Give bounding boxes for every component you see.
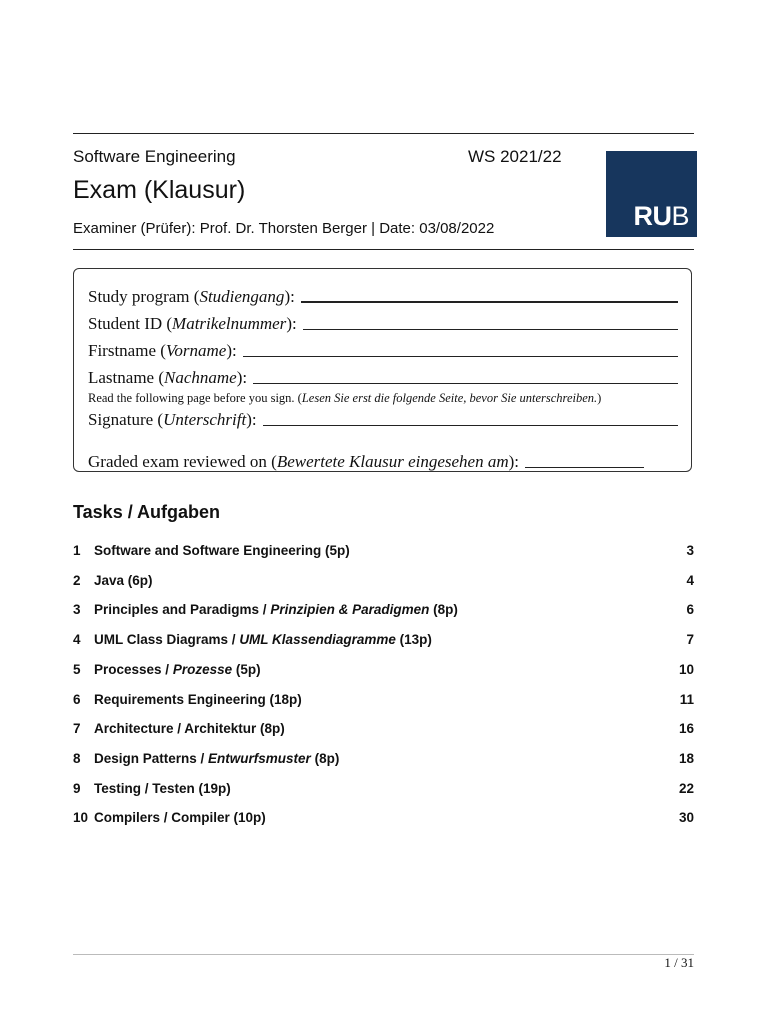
- student-id-line[interactable]: [303, 329, 678, 330]
- task-number: 5: [73, 662, 81, 677]
- rub-logo: [606, 151, 697, 237]
- page-number: 1 / 31: [664, 955, 694, 970]
- task-page: 11: [679, 692, 694, 707]
- task-row[interactable]: [73, 602, 694, 622]
- task-number: 6: [73, 692, 81, 707]
- task-row[interactable]: [73, 543, 694, 563]
- task-row[interactable]: [73, 721, 694, 741]
- firstname-label: Firstname (Vorname):: [88, 341, 237, 360]
- task-number: 4: [73, 632, 81, 647]
- task-title: Testing / Testen (19p): [94, 781, 231, 796]
- task-row[interactable]: [73, 632, 694, 652]
- study-program-field: [88, 287, 678, 307]
- task-row[interactable]: [73, 751, 694, 771]
- task-page: 30: [678, 810, 694, 825]
- course-name: Software Engineering: [73, 147, 236, 166]
- signature-label: Signature (Unterschrift):: [88, 410, 257, 429]
- examiner-line: Examiner (Prüfer): Prof. Dr. Thorsten Berger | Date: 03/08/2022: [73, 220, 495, 237]
- task-page: 16: [678, 721, 694, 736]
- task-number: 8: [73, 751, 81, 766]
- semester: WS 2021/22: [468, 147, 562, 166]
- signature-line[interactable]: [263, 425, 678, 426]
- task-page: 22: [678, 781, 694, 796]
- task-title: Principles and Paradigms / Prinzipien & Paradigmen (8p): [94, 602, 458, 617]
- task-title: Java (6p): [94, 573, 153, 588]
- header-rule: [73, 249, 694, 250]
- task-page: 18: [678, 751, 694, 766]
- task-row[interactable]: [73, 810, 694, 830]
- firstname-field: [88, 341, 678, 361]
- task-number: 9: [73, 781, 81, 796]
- signature-field: [88, 410, 678, 430]
- student-id-label: Student ID (Matrikelnummer):: [88, 314, 297, 333]
- rub-logo-text: RUB: [633, 201, 689, 231]
- study-program-line[interactable]: [301, 301, 678, 303]
- task-row[interactable]: [73, 662, 694, 682]
- lastname-field: [88, 368, 678, 388]
- student-id-field: [88, 314, 678, 334]
- task-page: 6: [686, 602, 694, 617]
- task-row[interactable]: [73, 692, 694, 712]
- task-number: 7: [73, 721, 81, 736]
- student-info-box: [73, 268, 692, 472]
- footer-rule: [73, 954, 694, 955]
- sign-note: Read the following page before you sign. (Lesen Sie erst die folgende Seite, bevor Sie unterschreiben.): [88, 391, 602, 405]
- task-title: Compilers / Compiler (10p): [94, 810, 266, 825]
- task-number: 1: [73, 543, 81, 558]
- task-page: 4: [686, 573, 694, 588]
- top-rule: [73, 133, 694, 134]
- tasks-heading: Tasks / Aufgaben: [73, 502, 221, 522]
- firstname-line[interactable]: [243, 356, 678, 357]
- task-row[interactable]: [73, 573, 694, 593]
- task-number: 10: [73, 810, 89, 825]
- task-page: 10: [678, 662, 694, 677]
- graded-field: [88, 452, 678, 472]
- task-title: Software and Software Engineering (5p): [94, 543, 350, 558]
- task-number: 3: [73, 602, 81, 617]
- task-number: 2: [73, 573, 81, 588]
- task-title: UML Class Diagrams / UML Klassendiagramme (13p): [94, 632, 432, 647]
- task-title: Requirements Engineering (18p): [94, 692, 302, 707]
- graded-line[interactable]: [525, 467, 644, 468]
- exam-title: Exam (Klausur): [73, 176, 246, 204]
- task-page: 3: [686, 543, 694, 558]
- task-title: Processes / Prozesse (5p): [94, 662, 261, 677]
- task-page: 7: [686, 632, 694, 647]
- graded-label: Graded exam reviewed on (Bewertete Klausur eingesehen am):: [88, 452, 520, 471]
- lastname-line[interactable]: [253, 383, 678, 384]
- task-title: Architecture / Architektur (8p): [94, 721, 285, 736]
- study-program-label: Study program (Studiengang):: [88, 287, 295, 306]
- task-title: Design Patterns / Entwurfsmuster (8p): [94, 751, 340, 766]
- lastname-label: Lastname (Nachname):: [88, 368, 248, 387]
- task-row[interactable]: [73, 781, 694, 801]
